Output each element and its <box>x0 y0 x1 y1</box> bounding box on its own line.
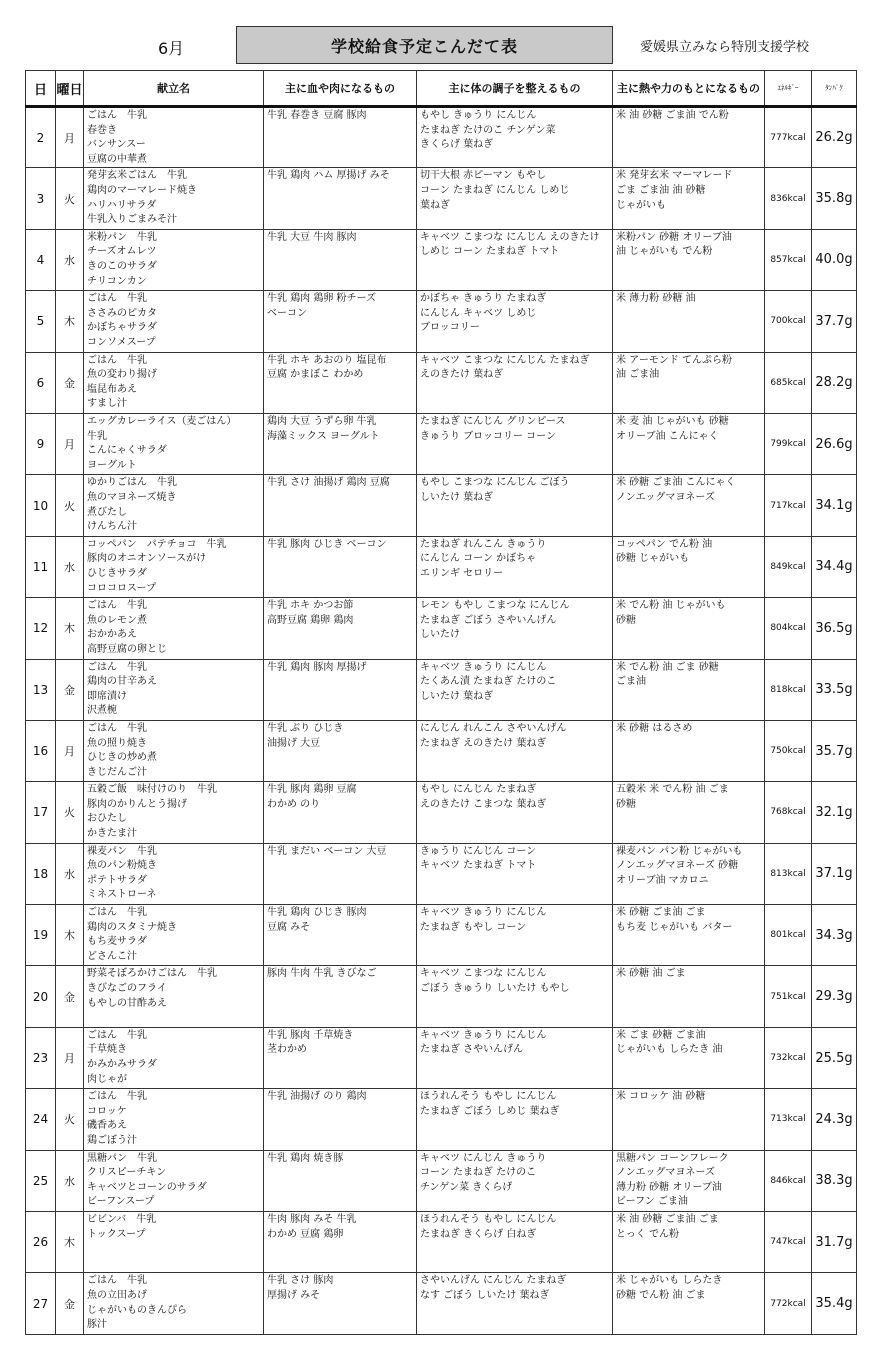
energy-kcal-cell: 751kcal <box>765 966 812 1027</box>
weekday-cell: 月 <box>56 1027 84 1088</box>
energy-foods-cell: コッペパン でん粉 油 砂糖 じゃがいも <box>613 536 765 597</box>
blood-foods-cell: 牛乳 ホキ かつお節 高野豆腐 鶏卵 鶏肉 <box>264 598 417 659</box>
protein-cell: 38.3g <box>812 1150 857 1211</box>
page-header <box>0 0 884 70</box>
day-cell: 26 <box>26 1212 56 1273</box>
day-cell: 17 <box>26 782 56 843</box>
table-row <box>26 229 857 290</box>
table-row <box>26 1273 857 1334</box>
blood-foods-cell: 牛乳 さけ 油揚げ 鶏肉 豆腐 <box>264 475 417 536</box>
blood-foods-cell: 牛乳 豚肉 鶏卵 豆腐 わかめ のり <box>264 782 417 843</box>
blood-foods-cell: 牛乳 鶏肉 豚肉 厚揚げ <box>264 659 417 720</box>
table-row <box>26 291 857 352</box>
day-cell: 6 <box>26 352 56 413</box>
weekday-cell: 木 <box>56 291 84 352</box>
menu-cell: ごはん 牛乳 鶏肉のスタミナ焼き もち麦サラダ どさんこ汁 <box>84 905 264 966</box>
body-foods-cell: レモン もやし こまつな にんじん たまねぎ ごぼう さやいんげん しいたけ <box>417 598 613 659</box>
protein-cell: 34.4g <box>812 536 857 597</box>
body-foods-cell: キャベツ きゅうり にんじん たまねぎ さやいんげん <box>417 1027 613 1088</box>
energy-kcal-cell: 799kcal <box>765 413 812 474</box>
blood-foods-cell: 牛乳 ぶり ひじき 油揚げ 大豆 <box>264 720 417 781</box>
day-cell: 12 <box>26 598 56 659</box>
menu-cell: 五穀ご飯 味付けのり 牛乳 豚肉のかりんとう揚げ おひたし かきたま汁 <box>84 782 264 843</box>
body-foods-cell: ほうれんそう もやし にんじん たまねぎ きくらげ 白ねぎ <box>417 1212 613 1273</box>
weekday-cell: 木 <box>56 598 84 659</box>
blood-foods-cell: 牛乳 ホキ あおのり 塩昆布 豆腐 かまぼこ わかめ <box>264 352 417 413</box>
weekday-cell: 月 <box>56 107 84 168</box>
table-row <box>26 536 857 597</box>
page-title <box>236 26 613 64</box>
energy-kcal-cell: 700kcal <box>765 291 812 352</box>
energy-foods-cell: 五穀米 米 でん粉 油 ごま 砂糖 <box>613 782 765 843</box>
table-row <box>26 659 857 720</box>
body-foods-cell: もやし にんじん たまねぎ えのきたけ こまつな 葉ねぎ <box>417 782 613 843</box>
weekday-cell: 水 <box>56 536 84 597</box>
table-row <box>26 1212 857 1273</box>
blood-foods-cell: 鶏肉 大豆 うずら卵 牛乳 海藻ミックス ヨーグルト <box>264 413 417 474</box>
energy-foods-cell: 米 砂糖 はるさめ <box>613 720 765 781</box>
day-cell: 4 <box>26 229 56 290</box>
table-row <box>26 1027 857 1088</box>
day-cell: 5 <box>26 291 56 352</box>
protein-cell: 28.2g <box>812 352 857 413</box>
blood-foods-cell: 牛乳 鶏肉 ひじき 豚肉 豆腐 みそ <box>264 905 417 966</box>
day-cell: 25 <box>26 1150 56 1211</box>
day-cell: 19 <box>26 905 56 966</box>
blood-foods-cell: 牛乳 豚肉 千草焼き 茎わかめ <box>264 1027 417 1088</box>
menu-cell: 米粉パン 牛乳 チーズオムレツ きのこのサラダ チリコンカン <box>84 229 264 290</box>
table-row <box>26 1150 857 1211</box>
energy-kcal-cell: 804kcal <box>765 598 812 659</box>
table-row <box>26 905 857 966</box>
protein-cell: 37.7g <box>812 291 857 352</box>
protein-cell: 36.5g <box>812 598 857 659</box>
body-foods-cell: たまねぎ にんじん グリンピース きゅうり ブロッコリー コーン <box>417 413 613 474</box>
body-foods-cell: たまねぎ れんこん きゅうり にんじん コーン かぼちゃ エリンギ セロリー <box>417 536 613 597</box>
energy-kcal-cell: 801kcal <box>765 905 812 966</box>
protein-cell: 29.3g <box>812 966 857 1027</box>
table-row <box>26 782 857 843</box>
blood-foods-cell: 牛乳 油揚げ のり 鶏肉 <box>264 1089 417 1150</box>
body-foods-cell: ほうれんそう もやし にんじん たまねぎ ごぼう しめじ 葉ねぎ <box>417 1089 613 1150</box>
table-header-row <box>26 71 857 107</box>
energy-kcal-cell: 717kcal <box>765 475 812 536</box>
weekday-cell: 金 <box>56 966 84 1027</box>
weekday-cell: 水 <box>56 843 84 904</box>
day-cell: 11 <box>26 536 56 597</box>
protein-cell: 32.1g <box>812 782 857 843</box>
energy-foods-cell: 米 発芽玄米 マーマレード ごま ごま油 油 砂糖 じゃがいも <box>613 168 765 229</box>
table-row <box>26 107 857 168</box>
weekday-cell: 金 <box>56 1273 84 1334</box>
menu-cell: ごはん 牛乳 コロッケ 磯香あえ 鶏ごぼう汁 <box>84 1089 264 1150</box>
energy-kcal-cell: 849kcal <box>765 536 812 597</box>
energy-foods-cell: 米 麦 油 じゃがいも 砂糖 オリーブ油 こんにゃく <box>613 413 765 474</box>
day-cell: 23 <box>26 1027 56 1088</box>
header-protein: ﾀﾝﾊﾟｸ <box>812 71 857 107</box>
header-energy-kcal: ｴﾈﾙｷﾞｰ <box>765 71 812 107</box>
body-foods-cell: かぼちゃ きゅうり たまねぎ にんじん キャベツ しめじ ブロッコリー <box>417 291 613 352</box>
weekday-cell: 月 <box>56 413 84 474</box>
body-foods-cell: 切干大根 赤ピーマン もやし コーン たまねぎ にんじん しめじ 葉ねぎ <box>417 168 613 229</box>
table-row <box>26 168 857 229</box>
energy-foods-cell: 米 じゃがいも しらたき 砂糖 でん粉 油 ごま <box>613 1273 765 1334</box>
page-title-text: 学校給食予定こんだて表 <box>330 36 518 56</box>
blood-foods-cell: 牛乳 豚肉 ひじき ベーコン <box>264 536 417 597</box>
body-foods-cell: さやいんげん にんじん たまねぎ なす ごぼう しいたけ 葉ねぎ <box>417 1273 613 1334</box>
body-foods-cell: キャベツ にんじん きゅうり コーン たまねぎ たけのこ チンゲン菜 きくらげ <box>417 1150 613 1211</box>
school-name: 愛媛県立みなら特別支援学校 <box>640 40 810 55</box>
energy-kcal-cell: 772kcal <box>765 1273 812 1334</box>
body-foods-cell: もやし こまつな にんじん ごぼう しいたけ 葉ねぎ <box>417 475 613 536</box>
body-foods-cell: もやし きゅうり にんじん たまねぎ たけのこ チンゲン菜 きくらげ 葉ねぎ <box>417 107 613 168</box>
weekday-cell: 月 <box>56 720 84 781</box>
menu-cell: ゆかりごはん 牛乳 魚のマヨネーズ焼き 煮びたし けんちん汁 <box>84 475 264 536</box>
protein-cell: 34.1g <box>812 475 857 536</box>
header-weekday: 曜日 <box>56 71 84 107</box>
menu-cell: 野菜そぼろかけごはん 牛乳 きびなごのフライ もやしの甘酢あえ <box>84 966 264 1027</box>
energy-foods-cell: 米 砂糖 ごま油 こんにゃく ノンエッグマヨネーズ <box>613 475 765 536</box>
day-cell: 13 <box>26 659 56 720</box>
day-cell: 2 <box>26 107 56 168</box>
blood-foods-cell: 豚肉 牛肉 牛乳 きびなご <box>264 966 417 1027</box>
energy-kcal-cell: 857kcal <box>765 229 812 290</box>
day-cell: 16 <box>26 720 56 781</box>
energy-kcal-cell: 685kcal <box>765 352 812 413</box>
energy-kcal-cell: 836kcal <box>765 168 812 229</box>
menu-cell: ごはん 牛乳 魚の照り焼き ひじきの炒め煮 きじだんご汁 <box>84 720 264 781</box>
table-row <box>26 843 857 904</box>
energy-foods-cell: 裸麦パン パン粉 じゃがいも ノンエッグマヨネーズ 砂糖 オリーブ油 マカロニ <box>613 843 765 904</box>
menu-cell: 黒糖パン 牛乳 クリスピーチキン キャベツとコーンのサラダ ビーフンスープ <box>84 1150 264 1211</box>
protein-cell: 25.5g <box>812 1027 857 1088</box>
energy-foods-cell: 米 アーモンド てんぷら粉 油 ごま油 <box>613 352 765 413</box>
menu-cell: ごはん 牛乳 魚の変わり揚げ 塩昆布あえ すまし汁 <box>84 352 264 413</box>
day-cell: 10 <box>26 475 56 536</box>
body-foods-cell: キャベツ こまつな にんじん たまねぎ えのきたけ 葉ねぎ <box>417 352 613 413</box>
blood-foods-cell: 牛乳 鶏肉 焼き豚 <box>264 1150 417 1211</box>
menu-cell: エッグカレーライス（麦ごはん） 牛乳 こんにゃくサラダ ヨーグルト <box>84 413 264 474</box>
protein-cell: 35.4g <box>812 1273 857 1334</box>
menu-cell: ごはん 牛乳 千草焼き かみかみサラダ 肉じゃが <box>84 1027 264 1088</box>
month-label: 6月 <box>158 39 185 58</box>
weekday-cell: 金 <box>56 352 84 413</box>
energy-kcal-cell: 813kcal <box>765 843 812 904</box>
menu-table <box>25 70 857 1335</box>
weekday-cell: 火 <box>56 168 84 229</box>
menu-cell: ごはん 牛乳 魚の立田あげ じゃがいものきんぴら 豚汁 <box>84 1273 264 1334</box>
weekday-cell: 木 <box>56 1212 84 1273</box>
weekday-cell: 水 <box>56 229 84 290</box>
table-row <box>26 966 857 1027</box>
table-row <box>26 352 857 413</box>
day-cell: 27 <box>26 1273 56 1334</box>
header-energy: 主に熱や力のもとになるもの <box>613 71 765 107</box>
menu-cell: 裸麦パン 牛乳 魚のパン粉焼き ポテトサラダ ミネストローネ <box>84 843 264 904</box>
menu-cell: ごはん 牛乳 魚のレモン煮 おかかあえ 高野豆腐の卵とじ <box>84 598 264 659</box>
day-cell: 18 <box>26 843 56 904</box>
energy-kcal-cell: 846kcal <box>765 1150 812 1211</box>
protein-cell: 31.7g <box>812 1212 857 1273</box>
energy-kcal-cell: 750kcal <box>765 720 812 781</box>
blood-foods-cell: 牛乳 さけ 豚肉 厚揚げ みそ <box>264 1273 417 1334</box>
blood-foods-cell: 牛乳 まだい ベーコン 大豆 <box>264 843 417 904</box>
energy-kcal-cell: 713kcal <box>765 1089 812 1150</box>
energy-foods-cell: 黒糖パン コーンフレーク ノンエッグマヨネーズ 薄力粉 砂糖 オリーブ油 ビーフン ごま油 <box>613 1150 765 1211</box>
header-day: 日 <box>26 71 56 107</box>
energy-foods-cell: 米 砂糖 油 ごま <box>613 966 765 1027</box>
energy-foods-cell: 米粉パン 砂糖 オリーブ油 油 じゃがいも でん粉 <box>613 229 765 290</box>
table-body <box>26 107 857 1335</box>
table-row <box>26 475 857 536</box>
weekday-cell: 水 <box>56 1150 84 1211</box>
body-foods-cell: キャベツ きゅうり にんじん たまねぎ もやし コーン <box>417 905 613 966</box>
protein-cell: 24.3g <box>812 1089 857 1150</box>
body-foods-cell: キャベツ こまつな にんじん えのきたけ しめじ コーン たまねぎ トマト <box>417 229 613 290</box>
weekday-cell: 火 <box>56 782 84 843</box>
body-foods-cell: きゅうり にんじん コーン キャベツ たまねぎ トマト <box>417 843 613 904</box>
energy-foods-cell: 米 でん粉 油 ごま 砂糖 ごま油 <box>613 659 765 720</box>
energy-kcal-cell: 777kcal <box>765 107 812 168</box>
energy-foods-cell: 米 薄力粉 砂糖 油 <box>613 291 765 352</box>
energy-foods-cell: 米 コロッケ 油 砂糖 <box>613 1089 765 1150</box>
menu-cell: ごはん 牛乳 ささみのピカタ かぼちゃサラダ コンソメスープ <box>84 291 264 352</box>
menu-cell: ビビンバ 牛乳 トックスープ <box>84 1212 264 1273</box>
body-foods-cell: キャベツ こまつな にんじん ごぼう きゅうり しいたけ もやし <box>417 966 613 1027</box>
energy-foods-cell: 米 砂糖 ごま油 ごま もち麦 じゃがいも バター <box>613 905 765 966</box>
energy-kcal-cell: 768kcal <box>765 782 812 843</box>
day-cell: 3 <box>26 168 56 229</box>
day-cell: 20 <box>26 966 56 1027</box>
protein-cell: 35.8g <box>812 168 857 229</box>
header-menu: 献立名 <box>84 71 264 107</box>
menu-cell: 発芽玄米ごはん 牛乳 鶏肉のマーマレード焼き ハリハリサラダ 牛乳入りごまみそ汁 <box>84 168 264 229</box>
protein-cell: 40.0g <box>812 229 857 290</box>
energy-foods-cell: 米 でん粉 油 じゃがいも 砂糖 <box>613 598 765 659</box>
protein-cell: 34.3g <box>812 905 857 966</box>
menu-cell: ごはん 牛乳 鶏肉の甘辛あえ 即席漬け 沢煮椀 <box>84 659 264 720</box>
table-row <box>26 598 857 659</box>
protein-cell: 37.1g <box>812 843 857 904</box>
blood-foods-cell: 牛乳 春巻き 豆腐 豚肉 <box>264 107 417 168</box>
menu-cell: コッペパン パテチョコ 牛乳 豚肉のオニオンソースがけ ひじきサラダ コロコロスープ <box>84 536 264 597</box>
energy-kcal-cell: 818kcal <box>765 659 812 720</box>
day-cell: 9 <box>26 413 56 474</box>
protein-cell: 35.7g <box>812 720 857 781</box>
blood-foods-cell: 牛肉 豚肉 みそ 牛乳 わかめ 豆腐 鶏卵 <box>264 1212 417 1273</box>
table-row <box>26 1089 857 1150</box>
protein-cell: 26.6g <box>812 413 857 474</box>
weekday-cell: 火 <box>56 475 84 536</box>
blood-foods-cell: 牛乳 鶏肉 ハム 厚揚げ みそ <box>264 168 417 229</box>
header-body: 主に体の調子を整えるもの <box>417 71 613 107</box>
energy-foods-cell: 米 ごま 砂糖 ごま油 じゃがいも しらたき 油 <box>613 1027 765 1088</box>
header-blood: 主に血や肉になるもの <box>264 71 417 107</box>
day-cell: 24 <box>26 1089 56 1150</box>
energy-foods-cell: 米 油 砂糖 ごま油 でん粉 <box>613 107 765 168</box>
protein-cell: 26.2g <box>812 107 857 168</box>
body-foods-cell: キャベツ きゅうり にんじん たくあん漬 たまねぎ たけのこ しいたけ 葉ねぎ <box>417 659 613 720</box>
blood-foods-cell: 牛乳 鶏肉 鶏卵 粉チーズ ベーコン <box>264 291 417 352</box>
energy-foods-cell: 米 油 砂糖 ごま油 ごま とっく でん粉 <box>613 1212 765 1273</box>
body-foods-cell: にんじん れんこん さやいんげん たまねぎ えのきたけ 葉ねぎ <box>417 720 613 781</box>
energy-kcal-cell: 747kcal <box>765 1212 812 1273</box>
protein-cell: 33.5g <box>812 659 857 720</box>
weekday-cell: 木 <box>56 905 84 966</box>
weekday-cell: 金 <box>56 659 84 720</box>
energy-kcal-cell: 732kcal <box>765 1027 812 1088</box>
blood-foods-cell: 牛乳 大豆 牛肉 豚肉 <box>264 229 417 290</box>
weekday-cell: 火 <box>56 1089 84 1150</box>
menu-cell: ごはん 牛乳 春巻き バンサンスー 豆腐の中華煮 <box>84 107 264 168</box>
table-row <box>26 720 857 781</box>
table-row <box>26 413 857 474</box>
